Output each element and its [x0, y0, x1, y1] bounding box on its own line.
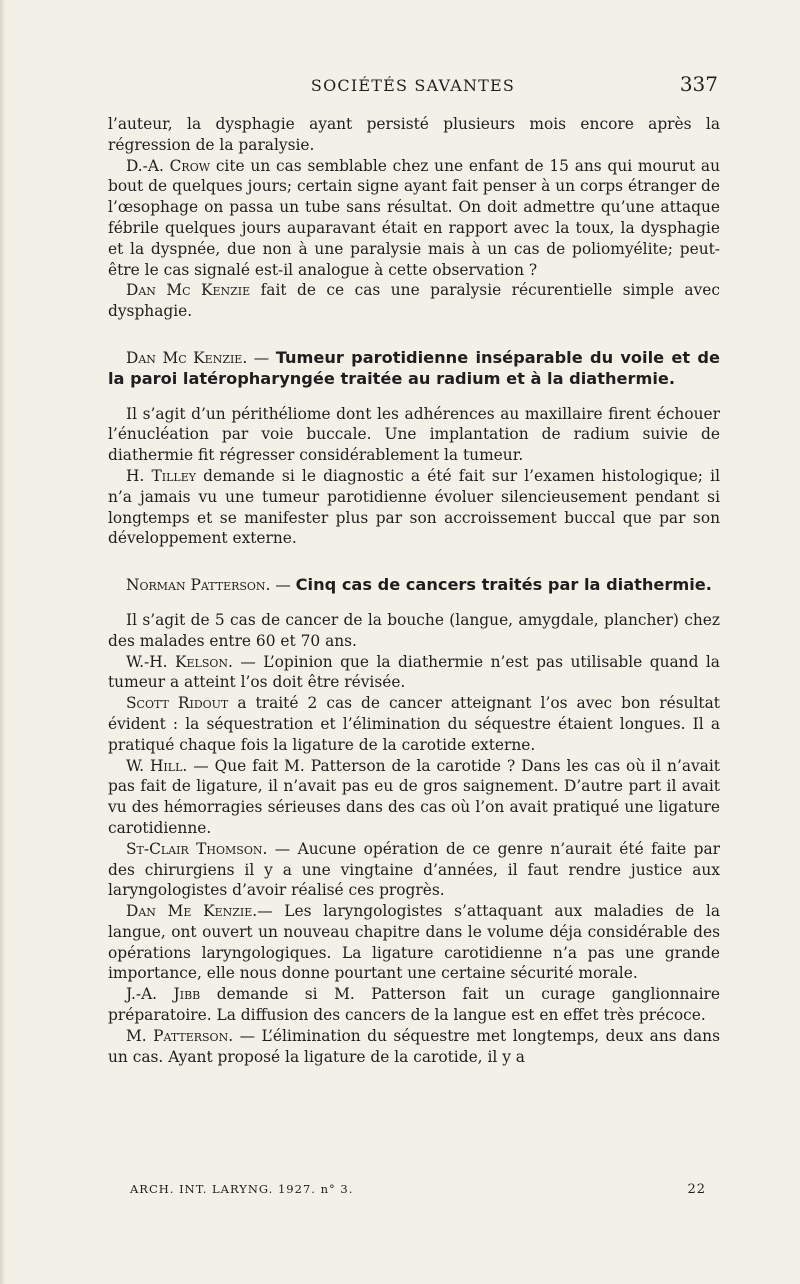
paragraph-text: l’auteur, la dysphagie ayant persisté plusieurs mois encore après la régression de la paralysie. — [108, 115, 720, 154]
paragraph-text: cite un cas semblable chez une enfant de 15 ans qui mourut au bout de quelques jours; certain signe ayant fait penser à un corps étranger de l’œsophage on passa un tube sans résultat. On doit admettre qu’une attaque fébrile quelques jours auparavant était en rapport avec la toux, la dysphagie et la dyspnée, due non à une paralysie mais à un cas de poliomyélite; peut-être le cas signalé est-il analogue à cette observation ? — [108, 156, 720, 279]
running-title: SOCIÉTÉS SAVANTES — [310, 76, 516, 95]
page-body — [108, 114, 720, 1067]
speaker-name: Scott Ridout — [126, 694, 229, 713]
paragraph-mckenzie — [108, 280, 720, 322]
paragraph-text: — L’élimination du séquestre met longtemps, deux ans dans un cas. Ayant proposé la ligature de la carotide, il y a — [108, 1026, 720, 1066]
speaker-name: J.-A. Jibb — [126, 985, 201, 1004]
page-number: 337 — [679, 72, 718, 96]
speaker-name: M. Patterson. — [126, 1026, 234, 1045]
paragraph-ridout — [108, 693, 720, 755]
paragraph-text: fait de ce cas une paralysie récurentielle simple avec dysphagie. — [108, 281, 720, 321]
paragraph-jibb — [108, 984, 720, 1026]
paragraph-crow — [108, 156, 720, 281]
journal-citation: ARCH. INT. LARYNG. 1927. n° 3. — [130, 1182, 354, 1196]
section-author: Norman Patterson. — [126, 576, 271, 595]
paragraph-cancers-description — [108, 610, 720, 652]
paragraph-kelson — [108, 652, 720, 694]
paragraph-text: demande si le diagnostic a été fait sur l’examen histologique; il n’a jamais vu une tumeur parotidienne évoluer silencieusement pendant si longtemps et se manifester plus par son accroissement buccal que par son développement externe. — [108, 466, 721, 548]
speaker-name: Dan Mc Kenzie — [126, 281, 251, 300]
speaker-name: D.-A. Crow — [126, 156, 211, 175]
paragraph-text: Il s’agit de 5 cas de cancer de la bouche (langue, amygdale, plancher) chez des malades entre 60 et 70 ans. — [108, 610, 720, 650]
speaker-name: Dan Me Kenzie. — [126, 902, 258, 921]
page-header — [108, 74, 718, 98]
paragraph-hill — [108, 756, 720, 839]
speaker-name: W. Hill. — [126, 756, 188, 775]
paragraph-text: — Les laryngologistes s’attaquant aux maladies de la langue, ont ouvert un nouveau chapitre dans le volume déja considérable des opérations laryngologiques. La ligature carotidienne n’a pas une grande importance, elle nous donne pourtant une certaine sécurité morale. — [108, 902, 721, 983]
spacer — [108, 390, 720, 404]
section-dash: — — [247, 348, 276, 367]
paragraph-text: demande si M. Patterson fait un curage ganglionnaire préparatoire. La diffusion des cancers de la langue est en effet très précoce. — [108, 985, 720, 1025]
speaker-name: St-Clair Thomson. — [126, 839, 268, 858]
paragraph-tumeur-description — [108, 404, 720, 466]
paragraph-mckenzie-2 — [108, 901, 720, 984]
section-title: Cinq cas de cancers traités par la diathermie. — [295, 575, 712, 595]
paragraph-text: — Aucune opération de ce genre n’aurait été faite par des chirurgiens il y a une vingtaine d’années, il faut rendre justice aux laryngologistes d’avoir réalisé ces progrès. — [108, 839, 720, 900]
section-author: Dan Mc Kenzie. — [126, 348, 248, 367]
paragraph-patterson — [108, 1026, 720, 1068]
signature-mark: 22 — [687, 1182, 706, 1197]
page-footer — [130, 1182, 706, 1200]
section-heading-cancers — [108, 575, 720, 596]
paragraph-text: — Que fait M. Patterson de la carotide ? Dans les cas où il n’avait pas fait de ligature, il n’avait pas eu de gros saignement. D’autre part il avait vu des hémorragies sérieuses dans des cas où l’on avait pratiqué une ligature carotidienne. — [108, 756, 720, 837]
paragraph-thomson — [108, 839, 720, 901]
section-heading-tumeur — [108, 348, 720, 390]
spacer — [108, 596, 720, 610]
paragraph-text: — L’opinion que la diathermie n’est pas utilisable quand la tumeur a atteint l’os doit être révisée. — [108, 652, 720, 692]
speaker-name: W.-H. Kelson. — [126, 652, 233, 671]
paragraph-text: a traité 2 cas de cancer atteignant l’os avec bon résultat évident : la séquestration et l’élimination du séquestre étaient longues. Il a pratiqué chaque fois la ligature de la carotide externe. — [108, 694, 720, 754]
section-dash: — — [270, 576, 296, 595]
paragraph-text: Il s’agit d’un périthéliome dont les adhérences au maxillaire firent échouer l’énucléation par voie buccale. Une implantation de radium suivie de diathermie fit régresser considérablement la tumeur. — [108, 404, 720, 465]
section-title: Tumeur parotidienne inséparable du voile et de la paroi latéropharyngée traitée au radium et à la diathermie. — [108, 347, 720, 388]
speaker-name: H. Tilley — [126, 466, 196, 485]
paragraph-tilley — [108, 466, 720, 549]
paragraph-continuation — [108, 114, 720, 156]
